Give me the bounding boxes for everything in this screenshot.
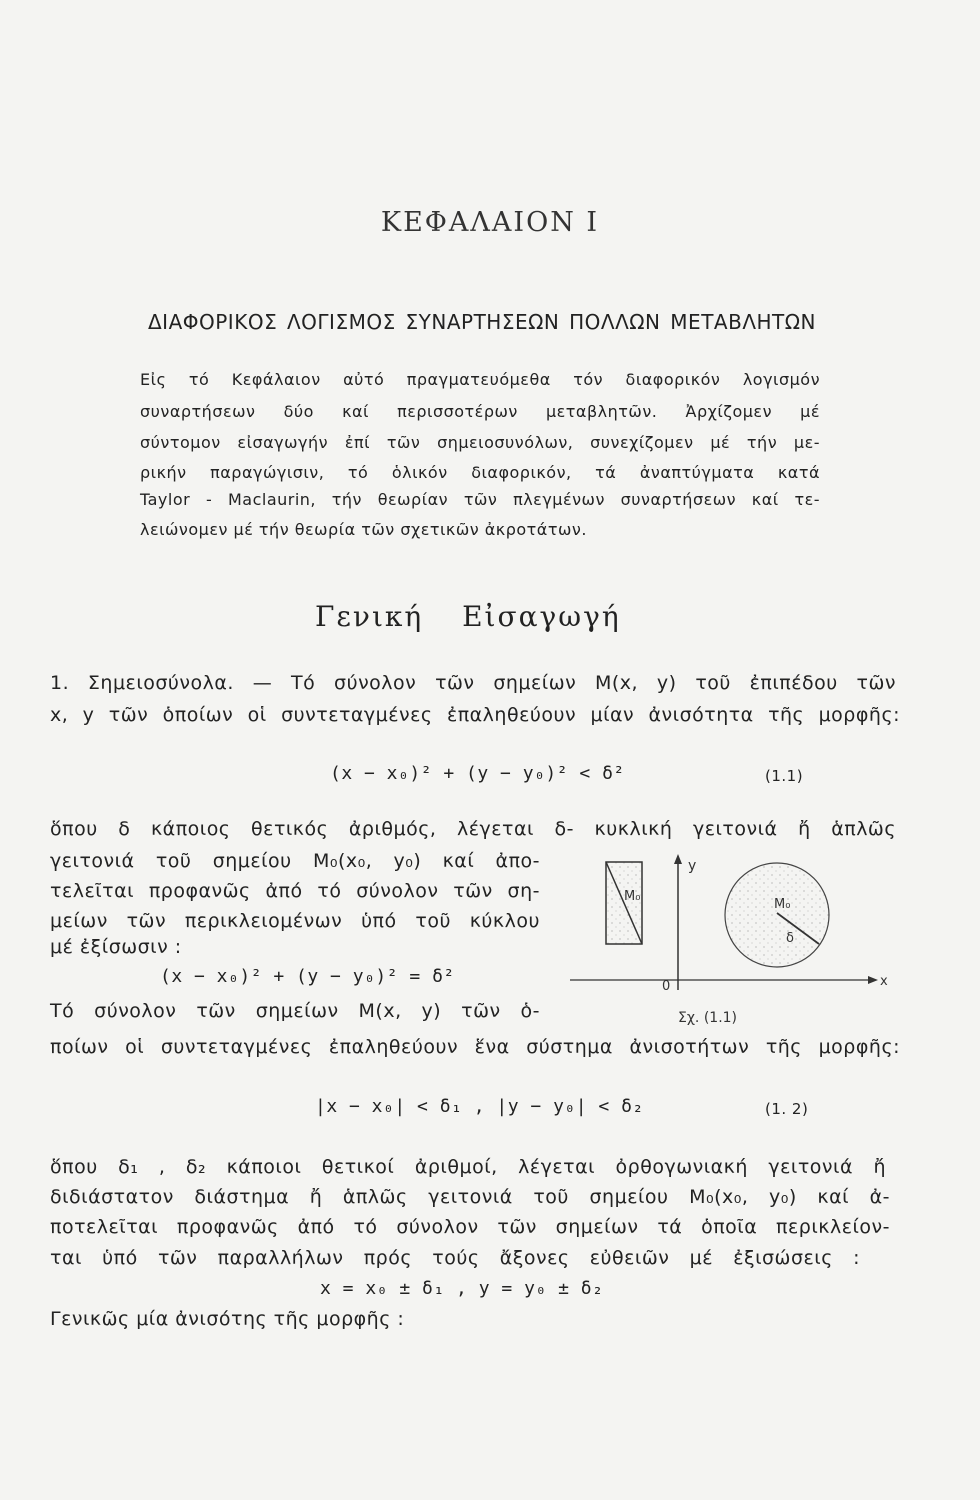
- section-title: Γενική Εἰσαγωγή: [315, 600, 621, 633]
- intro-line: λειώνομεν μέ τήν θεωρία τῶν σχετικῶν ἀκροτάτων.: [140, 520, 587, 539]
- body-line: τελεῖται προφανῶς ἀπό τό σύνολον τῶν ση-: [50, 880, 540, 902]
- body-line: ὅπου δ₁ , δ₂ κάποιοι θετικοί ἀριθμοί, λέγεται ὀρθογωνιακή γειτονιά ἤ: [50, 1156, 886, 1178]
- body-line: γειτονιά τοῦ σημείου M₀(x₀, y₀) καί ἀπο-: [50, 850, 540, 872]
- figure-neighbourhoods: [570, 840, 900, 1030]
- x-axis-arrow-icon: [868, 976, 878, 984]
- equation-1-2: |x − x₀| < δ₁ , |y − y₀| < δ₂: [315, 1096, 644, 1117]
- label-m0-rect: M₀: [624, 889, 641, 904]
- label-delta: δ: [786, 931, 794, 946]
- label-origin: 0: [662, 979, 671, 994]
- label-m0-circle: M₀: [774, 897, 791, 912]
- body-line: ποτελεῖται προφανῶς ἀπό τό σύνολον τῶν σημείων τά ὁποῖα περικλείον-: [50, 1216, 890, 1238]
- equation-number: (1. 2): [765, 1100, 809, 1118]
- equation-circle: (x − x₀)² + (y − y₀)² = δ²: [160, 966, 455, 987]
- body-line: διδιάστατον διάστημα ἤ ἁπλῶς γειτονιά τοῦ σημείου M₀(x₀, y₀) καί ἀ-: [50, 1186, 890, 1208]
- intro-line: ρικήν παραγώγισιν, τό ὁλικόν διαφορικόν, τά ἀναπτύγματα κατά: [140, 463, 820, 482]
- intro-line: Εἰς τό Κεφάλαιον αὐτό πραγματευόμεθα τόν διαφορικόν λογισμόν: [140, 370, 820, 389]
- body-line: ὅπου δ κάποιος θετικός ἀριθμός, λέγεται δ- κυκλική γειτονιά ἤ ἁπλῶς: [50, 818, 896, 840]
- body-line: x, y τῶν ὁποίων οἱ συντεταγμένες ἐπαληθεύουν μίαν ἀνισότητα τῆς μορφῆς:: [50, 704, 900, 726]
- y-axis-arrow-icon: [674, 854, 682, 864]
- figure-caption: Σχ. (1.1): [678, 1010, 738, 1026]
- equation-number: (1.1): [765, 767, 804, 785]
- intro-line: συναρτήσεων δύο καί περισσοτέρων μεταβλητῶν. Ἀρχίζομεν μέ: [140, 402, 820, 421]
- body-line: Γενικῶς μία ἀνισότης τῆς μορφῆς :: [50, 1308, 405, 1330]
- body-line: μέ ἐξίσωσιν :: [50, 936, 182, 958]
- body-line: μείων τῶν περικλειομένων ὑπό τοῦ κύκλου: [50, 910, 540, 932]
- chapter-title: ΚΕΦΑΛΑΙΟΝ Ι: [380, 207, 600, 238]
- equation-1-1: (x − x₀)² + (y − y₀)² < δ²: [330, 763, 625, 784]
- intro-line: Taylor - Maclaurin, τήν θεωρίαν τῶν πλεγμένων συναρτήσεων καί τε-: [140, 490, 820, 509]
- intro-line: σύντομον εἰσαγωγήν ἐπί τῶν σημειοσυνόλων, συνεχίζομεν μέ τήν με-: [140, 433, 820, 452]
- body-line: Τό σύνολον τῶν σημείων M(x, y) τῶν ὁ-: [50, 1000, 540, 1022]
- label-y: y: [688, 858, 697, 874]
- chapter-subtitle: ΔΙΑΦΟΡΙΚΟΣ ΛΟΓΙΣΜΟΣ ΣΥΝΑΡΤΗΣΕΩΝ ΠΟΛΛΩΝ ΜΕΤΑΒΛΗΤΩΝ: [148, 310, 816, 334]
- equation-lines: x = x₀ ± δ₁ , y = y₀ ± δ₂: [320, 1278, 604, 1299]
- label-x: x: [880, 974, 888, 989]
- body-line: ται ὑπό τῶν παραλλήλων πρός τούς ἄξονες εὐθειῶν μέ ἐξισώσεις :: [50, 1247, 860, 1269]
- circular-neighbourhood: [725, 863, 829, 967]
- body-line: 1. Σημειοσύνολα. — Τό σύνολον τῶν σημείων M(x, y) τοῦ ἐπιπέδου τῶν: [50, 672, 896, 694]
- body-line: ποίων οἱ συντεταγμένες ἐπαληθεύουν ἕνα σύστημα ἀνισοτήτων τῆς μορφῆς:: [50, 1036, 900, 1058]
